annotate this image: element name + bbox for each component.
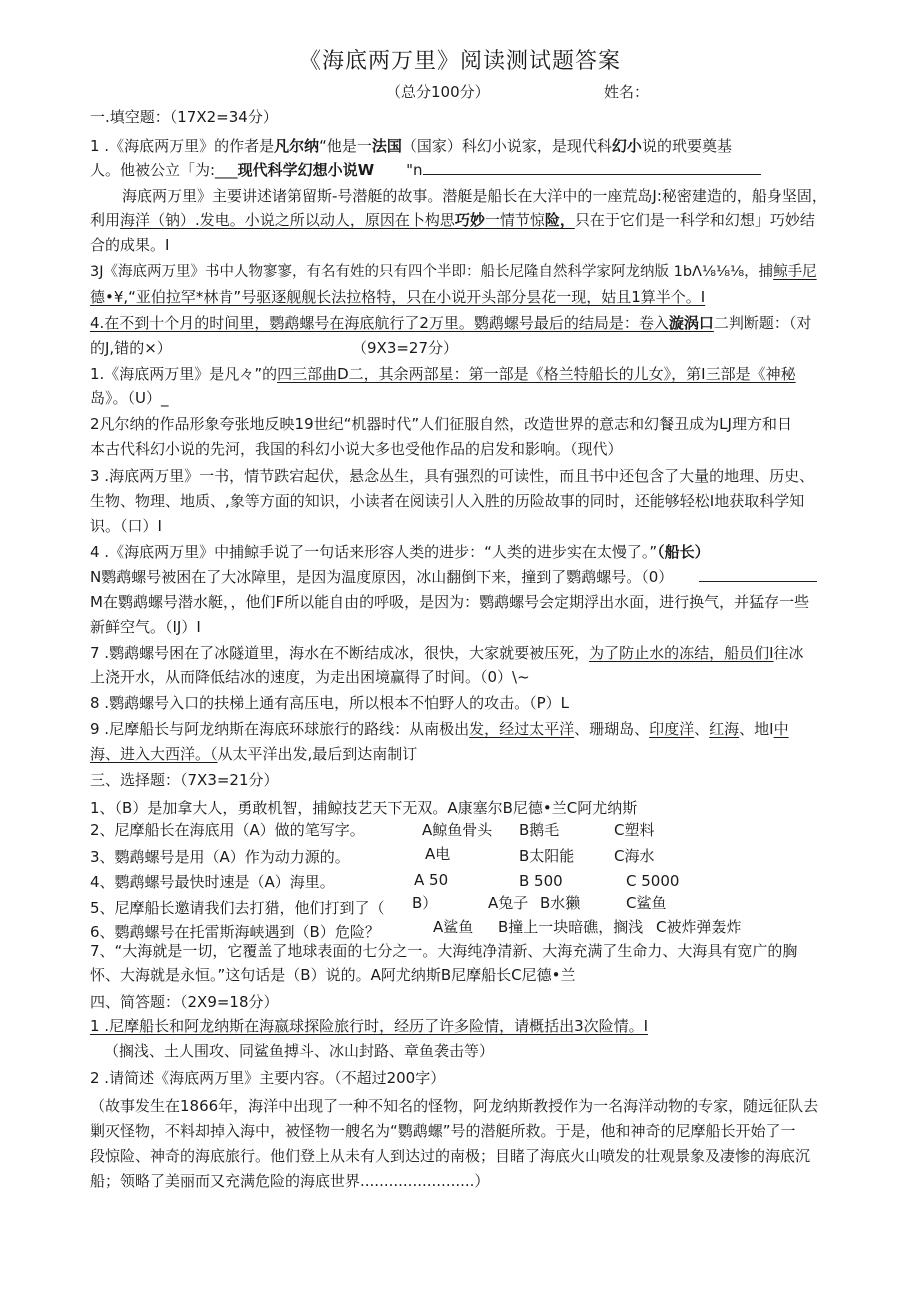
judge-q4-text: 4 .《海底两万里》中捕鲸手说了一句话来形容人类的进步：“人类的进步实在太慢了。” bbox=[90, 543, 658, 561]
q1b-blank-line bbox=[423, 160, 761, 175]
q1-text-c: “他是一 bbox=[319, 137, 372, 155]
fill-q1-line2 bbox=[90, 160, 761, 180]
judge-q9-text-l2a: 海、进入大西洋。（ bbox=[90, 745, 218, 763]
q1-text-a: 1 .《海底两万里》的作者是 bbox=[90, 137, 275, 155]
judge-q9-line1 bbox=[90, 719, 789, 739]
choice-q1-line: 1、（B）是加拿大人，勇敢机智，捕鲸技艺天下无双。A康塞尔B尼德•兰C阿尤纳斯 bbox=[90, 799, 638, 817]
short-q1-answer: （搁浅、土人围攻、同鲨鱼搏斗、冰山封路、章鱼袭击等） bbox=[104, 1042, 495, 1060]
judge-q9-text-c: 、珊瑚岛、 bbox=[574, 720, 650, 738]
total-score: （总分100分） bbox=[386, 83, 490, 101]
choice-q6-option-b: B撞上一块暗礁，搁浅 bbox=[498, 918, 644, 936]
judge-q9-text-a: 9 .尼摩船长与阿龙纳斯在海底环球旅行的路线：从南极出 bbox=[90, 720, 470, 738]
q1-answer-country: 法国 bbox=[371, 137, 402, 155]
fill-q1-line1 bbox=[90, 136, 732, 156]
q1-answer-author: 凡尔纳 bbox=[274, 137, 320, 155]
choice-q2-question: 2、尼摩船长在海底用（A）做的笔写字。 bbox=[90, 821, 365, 839]
judge-q9-text-b: 发，经过太平洋 bbox=[469, 720, 575, 738]
q1-text-e: （国家）科幻小说家，是现代科 bbox=[401, 137, 612, 155]
judge-q7-text-c: 往冰 bbox=[773, 644, 804, 662]
choice-q5-answer: B） bbox=[412, 894, 438, 912]
fill-q3-line2: 德•¥,“亚伯拉罕*林肯”号驱逐舰舰长法拉格特，只在小说开头部分昙花一现，姑且1算半个。I bbox=[90, 288, 706, 306]
q2-text-a: 利用 bbox=[90, 211, 121, 229]
judge-q9-text-g: 、地I bbox=[739, 720, 774, 738]
q2-answer-sea: 海洋（钠）. bbox=[120, 211, 200, 229]
judge-q7-text-a: 7 .鹦鹉螺号困在了冰隧道里，海水在不断结成冰，很快，大家就要被压死， bbox=[90, 644, 590, 662]
short-q1-question: 1 .尼摩船长和阿龙纳斯在海嬴球探险旅行时，经历了许多险情，请概括出3次险情。I bbox=[90, 1017, 649, 1035]
judge-q9-line2 bbox=[90, 744, 417, 764]
judge-q4-line bbox=[90, 542, 710, 562]
choice-q7-line2: 怀、大海就是永恒。”这句话是（B）说的。A阿尤纳斯B尼摩船长C尼德•兰 bbox=[90, 966, 576, 984]
choice-q2-option-b: B鹅毛 bbox=[519, 821, 560, 839]
q2-text-f: 一情节惊 bbox=[484, 211, 545, 229]
choice-q4-question: 4、鹦鹉螺号最快时速是（A）海里。 bbox=[90, 873, 335, 891]
choice-q3-question: 3、鹦鹉螺号是用（A）作为动力源的。 bbox=[90, 848, 350, 866]
judge-q1-line1 bbox=[90, 364, 796, 384]
section-fill-blank-heading: 一.填空题：（17X2=34分） bbox=[90, 108, 278, 126]
judge-q1-text-a: 1.《海底两万里》是凡々”的 bbox=[90, 365, 278, 383]
section-judge-score: （9X3=27分） bbox=[352, 339, 459, 357]
q1b-text-c: "n bbox=[406, 161, 423, 179]
choice-q4-option-a: A 50 bbox=[414, 871, 449, 889]
choice-q7-line1: 7、“大海就是一切，它覆盖了地球表面的七分之一。大海纯净清新、大海充满了生命力、大海具有宽广的胸 bbox=[90, 942, 798, 960]
judge-q3-line3: 识。（口）I bbox=[90, 517, 162, 535]
q4-text-a: 4.在不到十个月的时间里，鹦鹉螺号在海底航行了2万里。鹦鹉螺号最后的结局是：卷入 bbox=[90, 314, 669, 332]
judge-q2-line2: 本古代科幻小说的先河，我国的科幻小说大多也受他作品的启发和影响。（现代） bbox=[90, 440, 623, 458]
q1b-text-a: 人。他被公立「为:___ bbox=[90, 161, 238, 179]
fill-q2-line2 bbox=[90, 210, 815, 230]
judge-q5-blank-line bbox=[699, 567, 817, 582]
choice-q5-option-a: A兔子 bbox=[488, 894, 529, 912]
choice-q6-question: 6、鹦鹉螺号在托雷斯海峡遇到（B）危险？ bbox=[90, 923, 380, 941]
q1b-answer-title: 现代科学幻想小说W bbox=[237, 161, 375, 179]
q3-text-a: 3J《海底两万里》书中人物寥寥，有名有姓的只有四个半即：船长尼隆自然科学家阿龙纳版 1bΛ⅛⅛⅛，捕 bbox=[90, 264, 774, 280]
choice-q6-option-a: A鲨鱼 bbox=[433, 918, 474, 936]
choice-q6-option-c: C被炸弹轰炸 bbox=[656, 918, 742, 936]
short-q2-answer-line1: （故事发生在1866年，海洋中出现了一种不知名的怪物，阿龙纳斯教授作为一名海洋动物的专家，随远征队去 bbox=[90, 1097, 819, 1115]
short-q2-answer-line2: 剿灭怪物，不料却掉入海中，被怪物一艘名为“鹦鹉螺”号的潜艇所救。于是，他和神奇的尼摩船长开始了一 bbox=[90, 1122, 796, 1140]
judge-q1-line2: 岛》。（U）_ bbox=[90, 389, 169, 407]
short-q2-question: 2 .请简述《海底两万里》主要内容。（不超过200字） bbox=[90, 1069, 446, 1087]
judge-q9-text-d: 印度洋 bbox=[649, 720, 695, 738]
q3-answer-harpooner: 鲸手尼 bbox=[773, 264, 817, 280]
choice-q5-option-c: C鲨鱼 bbox=[626, 894, 667, 912]
document-title: 《海底两万里》阅读测试题答案 bbox=[298, 49, 621, 74]
fill-q2-line1: 海底两万里》主要讲述诸第留斯-号潜艇的故事。潜艇是船长在大洋中的一座荒岛J:秘密建造的，船身坚固， bbox=[122, 187, 827, 205]
judge-q5-line bbox=[90, 567, 817, 587]
q4-answer-whirlpool: 漩涡口 bbox=[668, 314, 714, 332]
judge-q3-line1: 3 .海底两万里》一书，情节跌宕起伏，悬念丛生，具有强烈的可读性，而且书中还包含了大量的地理、历史、 bbox=[90, 467, 815, 485]
fill-q2-line3: 合的成果。I bbox=[90, 236, 170, 254]
judge-q2-line1: 2凡尔纳的作品形象夸张地反映19世纪“机器时代”人们征服自然，改造世界的意志和幻餐丑成为LJ理方和日 bbox=[90, 415, 792, 433]
choice-q2-option-c: C塑料 bbox=[614, 821, 655, 839]
choice-q3-option-c: C海水 bbox=[614, 847, 655, 865]
judge-q7-line1 bbox=[90, 643, 804, 663]
name-label: 姓名： bbox=[604, 83, 650, 101]
judge-q7-text-b: 为了防止水的冻结，船员们I bbox=[589, 644, 774, 662]
judge-q9-text-h: 中 bbox=[773, 720, 789, 738]
short-q2-answer-line3: 段惊险、神奇的海底旅行。他们登上从未有人到达过的南极；目睹了海底火山喷发的壮观景象及凄惨的海底沉 bbox=[90, 1147, 811, 1165]
short-q2-answer-line4: 船；领略了美丽而又充满危险的海底世界........................） bbox=[90, 1172, 490, 1190]
judge-q9-text-l2b: 从太平洋出发,最后到达南制订 bbox=[217, 745, 418, 763]
choice-q4-option-b: B 500 bbox=[519, 872, 563, 890]
judge-q6-line1: M在鹦鹉螺号潜水艇，，他们F所以能自由的呼吸，是因为：鹦鹉螺号会定期浮出水面，进行换气，并猛存一些 bbox=[90, 593, 810, 611]
choice-q5-question: 5、尼摩船长邀请我们去打猎，他们打到了（ bbox=[90, 899, 385, 917]
choice-q2-option-a: A鲸鱼骨头 bbox=[422, 821, 493, 839]
q2-answer-danger: 险， bbox=[544, 211, 575, 229]
judge-q9-text-f: 红海 bbox=[709, 720, 740, 738]
q2-text-d: 以动人，原因在卜构思 bbox=[304, 211, 455, 229]
q4-text-c: 二判断题：（对 bbox=[713, 314, 812, 332]
choice-q3-option-a: A电 bbox=[425, 845, 451, 863]
judge-q6-line2: 新鲜空气。（IJ）I bbox=[90, 618, 201, 636]
judge-q3-line2: 生物、物理、地质、,象等方面的知识，小读者在阅读引人入胜的历险故事的同时，还能够轻松I地获取科学知 bbox=[90, 492, 805, 510]
q2-text-c: 发电。小说之所 bbox=[199, 211, 305, 229]
q2-answer-clever: 巧妙 bbox=[454, 211, 485, 229]
judge-q1-text-b: 四三部曲D二，其余两部星：第一部是《格兰特船长的儿女》，第I三部是《神秘 bbox=[277, 365, 796, 383]
fill-q4-line bbox=[90, 313, 811, 333]
judge-q5-text: N鹦鹉螺号被困在了大冰障里，是因为温度原因，冰山翻倒下来，撞到了鹦鹉螺号。（0） bbox=[90, 568, 674, 586]
choice-q3-option-b: B太阳能 bbox=[519, 847, 575, 865]
q1-text-g: 说的玳要奠基 bbox=[641, 137, 732, 155]
section-short-answer-heading: 四、简答题：（2X9=18分） bbox=[90, 993, 279, 1011]
section-judge-heading: 的J,错的×） bbox=[90, 339, 172, 357]
q1-answer-genre: 幻小 bbox=[611, 137, 642, 155]
judge-q4-answer: （船长） bbox=[657, 543, 710, 561]
q2-text-h: 只在于它们是一科学和幻想」巧妙结 bbox=[574, 211, 815, 229]
fill-q3-line1 bbox=[90, 262, 817, 282]
choice-q4-option-c: C 5000 bbox=[626, 872, 680, 890]
judge-q8-line: 8 .鹦鹉螺号入口的扶梯上通有高压电，所以根本不怕野人的攻击。（P）L bbox=[90, 694, 569, 712]
choice-q5-option-b: B水獭 bbox=[540, 894, 581, 912]
section-choice-heading: 三、选择题：（7X3=21分） bbox=[90, 771, 279, 789]
judge-q9-text-e: 、 bbox=[694, 720, 710, 738]
judge-q7-line2: 上浇开水，从而降低结冰的速度，为走出困境赢得了时间。（0）\~ bbox=[90, 668, 530, 686]
